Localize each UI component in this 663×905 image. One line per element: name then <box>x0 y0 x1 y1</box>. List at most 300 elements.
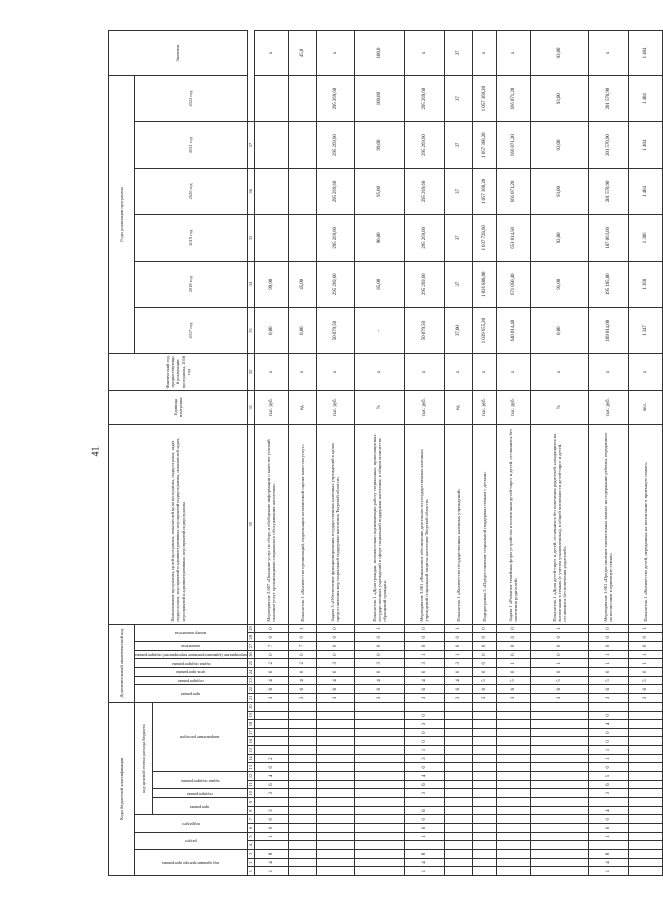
row-year-value: 50 079,50 <box>316 307 354 353</box>
code-digit: 0 <box>404 824 444 833</box>
column-number: 25 <box>247 659 254 668</box>
header-year-2017: 2017 год <box>135 307 248 353</box>
code-digit: 6 <box>354 685 404 694</box>
code-digit: 0 <box>254 633 288 642</box>
row-year-value: 93,00 <box>530 168 588 214</box>
table-row <box>404 31 444 876</box>
row-year-value: 295 269,60 <box>404 75 444 121</box>
code-digit <box>628 763 662 772</box>
column-number: 17 <box>247 728 254 737</box>
row-fact-value: х <box>288 354 316 390</box>
row-year-value: 37 <box>444 122 472 168</box>
table-row <box>288 31 316 876</box>
code-digit <box>472 728 496 737</box>
code-digit <box>444 824 472 833</box>
code-digit <box>354 850 404 859</box>
row-year-value: 85,00 <box>354 261 404 307</box>
code-digit <box>628 746 662 755</box>
code-digit: 1 <box>588 746 628 755</box>
code-digit <box>354 754 404 763</box>
code-digit: 1 <box>588 754 628 763</box>
code-digit: 0 <box>628 668 662 677</box>
column-number: 9 <box>247 798 254 807</box>
code-digit: 0 <box>472 633 496 642</box>
code-digit <box>288 763 316 772</box>
code-digit: 1 <box>254 832 288 841</box>
row-name: Мероприятие 2.007 «Оказание услуг по сбору и обобщению информации о качестве условий оказания услуг организациями социального обслуживания населения» <box>254 424 288 624</box>
code-digit: 0 <box>588 763 628 772</box>
code-digit <box>628 780 662 789</box>
row-year-value: 1 039 655,20 <box>472 307 496 353</box>
column-number: 6 <box>247 824 254 833</box>
code-digit: 1 <box>588 650 628 659</box>
column-number: 18 <box>247 720 254 729</box>
code-digit: 8 <box>404 850 444 859</box>
row-year-value: 295 269,60 <box>404 215 444 261</box>
code-digit: 0 <box>472 668 496 677</box>
code-digit <box>354 711 404 720</box>
row-year-value: 37,00 <box>444 307 472 353</box>
code-digit <box>530 702 588 711</box>
code-digit <box>472 772 496 781</box>
code-digit <box>354 789 404 798</box>
code-digit <box>444 754 472 763</box>
row-year-value: 0,00 <box>530 307 588 353</box>
row-year-value: 1 386 <box>628 215 662 261</box>
code-digit: 0 <box>628 642 662 651</box>
code-digit <box>472 720 496 729</box>
code-digit <box>472 798 496 807</box>
code-digit <box>354 720 404 729</box>
code-digit <box>496 832 530 841</box>
column-numbers-row <box>247 31 254 876</box>
code-digit <box>530 806 588 815</box>
code-digit: 4 <box>354 676 404 685</box>
code-digit: 1 <box>404 746 444 755</box>
code-digit <box>530 780 588 789</box>
row-unit: тыс. руб. <box>254 390 288 424</box>
code-digit <box>354 728 404 737</box>
row-name: Мероприятие 1.001 «Предоставление ежемесячных выплат на содержание ребенка, переданного на воспитание в приемную семью» <box>588 424 628 624</box>
table-row <box>588 31 628 876</box>
code-digit: 0 <box>496 633 530 642</box>
code-digit <box>444 841 472 850</box>
row-fact-value: х <box>472 354 496 390</box>
code-digit <box>288 815 316 824</box>
code-digit: 4 <box>288 676 316 685</box>
code-digit <box>628 711 662 720</box>
row-unit: тыс. руб. <box>404 390 444 424</box>
code-digit: 1 <box>588 659 628 668</box>
column-number: 30 <box>247 424 254 624</box>
code-digit: 6 <box>496 685 530 694</box>
row-year-value <box>254 215 288 261</box>
code-digit <box>316 728 354 737</box>
code-digit: 3 <box>530 694 588 703</box>
code-digit: 0 <box>254 824 288 833</box>
code-digit <box>316 720 354 729</box>
code-digit <box>472 824 496 833</box>
code-digit <box>444 806 472 815</box>
code-digit: 0 <box>472 659 496 668</box>
column-number: 10 <box>247 789 254 798</box>
header-dak-zadacha: задача подпрограммы <box>135 659 248 668</box>
code-digit <box>628 824 662 833</box>
row-year-value: 671 050,40 <box>496 261 530 307</box>
code-digit: 3 <box>588 789 628 798</box>
row-target-value: х <box>316 31 354 76</box>
code-digit <box>444 815 472 824</box>
code-digit <box>288 867 316 876</box>
row-fact-value: х <box>254 354 288 390</box>
column-number: 36 <box>247 168 254 214</box>
code-digit <box>354 798 404 807</box>
code-digit: 0 <box>588 633 628 642</box>
code-digit <box>316 763 354 772</box>
code-digit <box>316 832 354 841</box>
row-year-value: 295 269,60 <box>316 75 354 121</box>
code-digit <box>472 850 496 859</box>
code-digit <box>530 720 588 729</box>
code-digit: 1 <box>628 624 662 633</box>
header-unit: Единица измерения <box>109 390 248 424</box>
row-year-value: 651 014,50 <box>496 215 530 261</box>
code-digit: 0 <box>444 633 472 642</box>
table-row <box>628 31 662 876</box>
column-number: 5 <box>247 832 254 841</box>
code-digit <box>496 728 530 737</box>
landscape-table-area <box>108 30 648 876</box>
code-digit: 0 <box>354 633 404 642</box>
row-unit: ед. <box>288 390 316 424</box>
code-digit <box>444 850 472 859</box>
code-digit: 0 <box>288 668 316 677</box>
code-digit <box>316 824 354 833</box>
column-number: 24 <box>247 668 254 677</box>
code-digit: 6 <box>588 685 628 694</box>
code-digit: 3 <box>628 694 662 703</box>
code-digit <box>444 763 472 772</box>
code-digit: 3 <box>472 694 496 703</box>
row-target-value: х <box>472 31 496 76</box>
row-fact-value: х <box>404 354 444 390</box>
row-year-value: 640 014,40 <box>496 307 530 353</box>
row-year-value: 1 404 <box>628 168 662 214</box>
row-year-value: 95,00 <box>354 168 404 214</box>
header-kcsr-zadacha: задача подпрограммы <box>152 772 247 789</box>
code-digit <box>628 841 662 850</box>
row-year-value: 1 057 360,20 <box>472 168 496 214</box>
row-year-value: 201 570,90 <box>588 168 628 214</box>
code-digit <box>530 754 588 763</box>
row-year-value: 1 057 360,20 <box>472 75 496 121</box>
code-digit: 6 <box>254 780 288 789</box>
code-digit <box>628 720 662 729</box>
code-digit: 3 <box>496 694 530 703</box>
code-digit <box>354 832 404 841</box>
code-digit: 6 <box>588 780 628 789</box>
row-year-value: 90,00 <box>354 215 404 261</box>
code-digit <box>496 772 530 781</box>
code-digit: 1 <box>444 650 472 659</box>
code-digit <box>530 850 588 859</box>
code-digit <box>628 832 662 841</box>
row-unit: ед. <box>444 390 472 424</box>
code-digit <box>496 824 530 833</box>
code-digit: 5 <box>628 676 662 685</box>
header-year-2020: 2020 год <box>135 168 248 214</box>
code-digit <box>530 841 588 850</box>
code-digit <box>316 841 354 850</box>
code-digit <box>316 806 354 815</box>
code-digit: 0 <box>404 728 444 737</box>
code-digit <box>444 728 472 737</box>
code-digit: 0 <box>354 650 404 659</box>
code-digit <box>496 806 530 815</box>
header-dak-nomer: номер показателя <box>135 624 248 641</box>
code-digit <box>588 841 628 850</box>
code-digit <box>496 798 530 807</box>
code-digit: 4 <box>404 676 444 685</box>
row-year-value: 37 <box>444 168 472 214</box>
code-digit: 0 <box>404 711 444 720</box>
row-target-value: х <box>404 31 444 76</box>
code-digit: 5 <box>530 676 588 685</box>
code-digit <box>254 702 288 711</box>
code-digit <box>444 737 472 746</box>
header-year-2022: 2022 год <box>135 75 248 121</box>
row-year-value: 1 368 <box>628 261 662 307</box>
code-digit: 2 <box>254 754 288 763</box>
code-digit <box>316 737 354 746</box>
code-digit <box>496 789 530 798</box>
code-digit <box>472 702 496 711</box>
code-digit <box>288 780 316 789</box>
column-number: 31 <box>247 390 254 424</box>
code-digit: 0 <box>254 763 288 772</box>
code-digit <box>254 728 288 737</box>
code-digit: 0 <box>444 642 472 651</box>
header-kbk: Коды бюджетной классификации <box>109 702 135 875</box>
row-name: Показатель 1 «Доля граждан, положительно оценивающих работу социальных, правозащитных государственных учреждений в сфере социальной поддержки населения, в общем количестве обращений граждан» <box>354 424 404 624</box>
row-target-value: х <box>588 31 628 76</box>
code-digit: 1 <box>404 650 444 659</box>
row-year-value <box>254 122 288 168</box>
code-digit <box>496 763 530 772</box>
code-digit <box>404 798 444 807</box>
table-row <box>530 31 588 876</box>
code-digit: 0 <box>404 737 444 746</box>
row-year-value: 666 071,20 <box>496 122 530 168</box>
code-digit <box>588 798 628 807</box>
code-digit <box>628 806 662 815</box>
code-digit: 0 <box>404 633 444 642</box>
code-digit <box>316 754 354 763</box>
column-number: 26 <box>247 650 254 659</box>
code-digit <box>472 763 496 772</box>
code-digit <box>628 798 662 807</box>
code-digit <box>496 711 530 720</box>
code-digit: 1 <box>530 624 588 633</box>
code-digit <box>530 789 588 798</box>
row-year-value: 91,00 <box>530 261 588 307</box>
row-year-value: 295 269,60 <box>404 261 444 307</box>
row-unit: чел. <box>628 390 662 424</box>
code-digit: 0 <box>404 624 444 633</box>
row-year-value: 0,00 <box>288 307 316 353</box>
code-digit <box>288 702 316 711</box>
code-digit: 0 <box>472 650 496 659</box>
code-digit <box>254 798 288 807</box>
code-digit <box>472 746 496 755</box>
header-dak-programma: программа <box>135 685 248 702</box>
code-digit <box>288 720 316 729</box>
code-digit <box>354 737 404 746</box>
row-target-value: 93,00 <box>530 31 588 76</box>
row-year-value: 295 269,60 <box>316 261 354 307</box>
row-year-value: 295 269,60 <box>316 122 354 168</box>
code-digit <box>444 789 472 798</box>
code-digit: 0 <box>588 824 628 833</box>
row-target-value: х <box>496 31 530 76</box>
code-digit: 3 <box>254 789 288 798</box>
row-year-value: 201 570,90 <box>588 122 628 168</box>
row-year-value <box>254 168 288 214</box>
header-year-2018: 2018 год <box>135 261 248 307</box>
header-name: Наименование программы, целей программы, показателей цели программы, подпрограмм, задач подпрограмм, мероприятий и административных мероприятий подпрограммы, показателей задач, мероприятий и административных мероприятий подпрограммы <box>109 424 248 624</box>
code-digit <box>628 737 662 746</box>
code-digit: 3 <box>404 754 444 763</box>
row-fact-value: х <box>530 354 588 390</box>
code-digit <box>472 841 496 850</box>
row-year-value: 1 026 888,00 <box>472 261 496 307</box>
column-number: 11 <box>247 780 254 789</box>
code-digit: 0 <box>588 668 628 677</box>
code-digit: 0 <box>588 728 628 737</box>
code-digit <box>472 815 496 824</box>
row-year-value: 37 <box>444 75 472 121</box>
row-name: Показатель 1 «Количество государственных казенных учреждений» <box>444 424 472 624</box>
code-digit: 1 <box>496 659 530 668</box>
row-year-value: 1 347 <box>628 307 662 353</box>
code-digit: 0 <box>530 650 588 659</box>
code-digit: 3 <box>444 659 472 668</box>
code-digit <box>316 711 354 720</box>
code-digit: 6 <box>444 685 472 694</box>
code-digit <box>496 746 530 755</box>
header-kcsr-podprogramma: подпрограмма <box>152 789 247 798</box>
code-digit <box>316 702 354 711</box>
row-fact-value: х <box>628 354 662 390</box>
row-year-value: 99,00 <box>354 122 404 168</box>
row-name: Мероприятие 3.001 «Финансовое обеспечение деятельности государственных казенных учреждений социальной защиты населения Тверской области» <box>404 424 444 624</box>
code-digit <box>530 867 588 876</box>
code-digit <box>530 728 588 737</box>
code-digit <box>288 798 316 807</box>
code-digit <box>530 798 588 807</box>
code-digit: 0 <box>444 668 472 677</box>
code-digit: 1 <box>628 650 662 659</box>
code-digit <box>472 737 496 746</box>
budget-program-table <box>108 30 663 876</box>
code-digit: 0 <box>588 815 628 824</box>
code-digit <box>316 772 354 781</box>
row-year-value: 1 404 <box>628 122 662 168</box>
code-digit: 3 <box>404 720 444 729</box>
row-target-value: 1 404 <box>628 31 662 76</box>
code-digit <box>288 746 316 755</box>
code-digit <box>530 858 588 867</box>
code-digit <box>354 806 404 815</box>
code-digit <box>316 858 354 867</box>
code-digit <box>628 850 662 859</box>
row-year-value: 295 269,60 <box>316 168 354 214</box>
code-digit: 1 <box>530 659 588 668</box>
code-digit <box>354 841 404 850</box>
code-digit: 0 <box>496 624 530 633</box>
row-year-value <box>288 122 316 168</box>
row-year-value <box>254 75 288 121</box>
table-row <box>496 31 530 876</box>
column-number: 13 <box>247 763 254 772</box>
code-digit: 3 <box>404 659 444 668</box>
row-fact-value: х <box>354 354 404 390</box>
column-number: 37 <box>247 122 254 168</box>
code-digit <box>444 832 472 841</box>
code-digit <box>496 754 530 763</box>
code-digit <box>316 867 354 876</box>
row-year-value: 37 <box>444 215 472 261</box>
code-digit <box>288 824 316 833</box>
code-digit <box>444 867 472 876</box>
code-digit: 4 <box>588 720 628 729</box>
column-number: 27 <box>247 642 254 651</box>
code-digit <box>354 702 404 711</box>
table-row <box>254 31 288 876</box>
code-digit <box>354 780 404 789</box>
code-digit: 4 <box>254 676 288 685</box>
code-digit: 1 <box>404 832 444 841</box>
code-digit <box>316 780 354 789</box>
row-year-value: 100,00 <box>354 75 404 121</box>
column-number: 19 <box>247 711 254 720</box>
code-digit: 0 <box>588 624 628 633</box>
code-digit <box>628 858 662 867</box>
code-digit <box>530 763 588 772</box>
table-row <box>354 31 404 876</box>
code-digit <box>628 728 662 737</box>
code-digit <box>530 815 588 824</box>
code-digit: 5 <box>472 676 496 685</box>
code-digit: 0 <box>496 642 530 651</box>
code-digit: 4 <box>404 772 444 781</box>
table-row <box>472 31 496 876</box>
code-digit <box>288 806 316 815</box>
row-year-value: 37 <box>444 261 472 307</box>
header-target: Значение <box>109 31 248 76</box>
code-digit <box>496 815 530 824</box>
code-digit <box>404 702 444 711</box>
code-digit <box>628 754 662 763</box>
code-digit: 0 <box>254 650 288 659</box>
code-digit <box>288 728 316 737</box>
code-digit: 0 <box>628 633 662 642</box>
code-digit: 0 <box>316 642 354 651</box>
code-digit: 1 <box>288 624 316 633</box>
code-digit <box>254 720 288 729</box>
code-digit: 5 <box>588 772 628 781</box>
code-digit: 0 <box>316 668 354 677</box>
